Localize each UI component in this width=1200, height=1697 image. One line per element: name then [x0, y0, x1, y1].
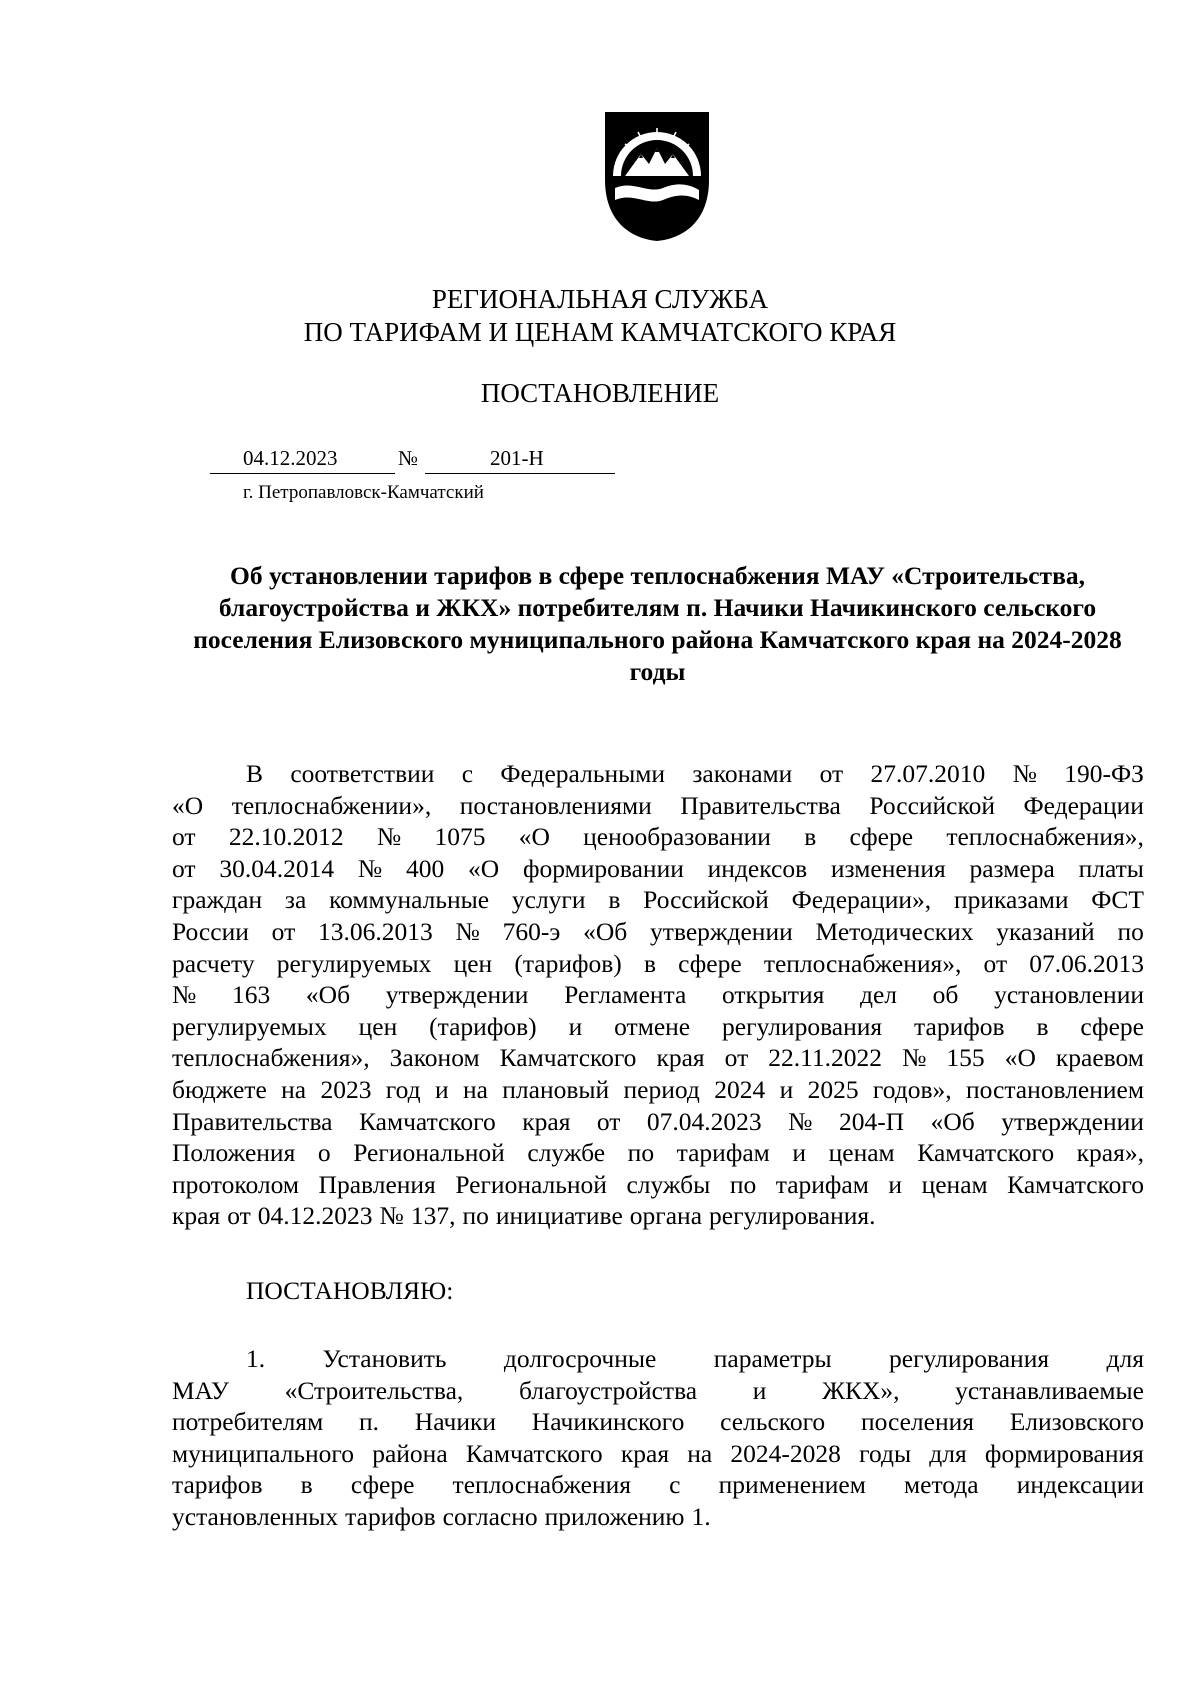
document-date: 04.12.2023	[243, 446, 338, 470]
text-line: граждан за коммунальные услуги в Российской Федерации», приказами ФСТ	[172, 885, 1144, 915]
text-line: Правительства Камчатского края от 07.04.2023 № 204-П «Об утверждении	[172, 1106, 1144, 1136]
preamble-paragraph	[172, 758, 1144, 1232]
org-name-line1: РЕГИОНАЛЬНАЯ СЛУЖБА	[431, 284, 769, 314]
text-line: регулируемых цен (тарифов) и отмене регулирования тарифов в сфере	[172, 1011, 1144, 1041]
text-line: муниципального района Камчатского края на 2024-2028 годы для формирования	[172, 1438, 1144, 1468]
date-number-line	[210, 446, 615, 474]
decree-word: ПОСТАНОВЛЯЮ:	[246, 1276, 454, 1305]
text-line: МАУ «Строительства, благоустройства и ЖКХ», устанавливаемые	[172, 1375, 1144, 1405]
text-line: расчету регулируемых цен (тарифов) в сфере теплоснабжения», от 07.06.2013	[172, 948, 1144, 978]
org-name-line2: ПО ТАРИФАМ И ЦЕНАМ КАМЧАТСКОГО КРАЯ	[303, 317, 897, 347]
number-sign: №	[398, 446, 419, 470]
document-title: Об установлении тарифов в сфере теплоснабжения МАУ «Строительства, благоустройства и ЖКХ» потребителям п. Начики Начикинского сельского поселения Елизовского муниципального района Камчатского края на 2024-2028 годы	[193, 561, 1122, 686]
text-line: бюджете на 2023 год и на плановый период 2024 и 2025 годов», постановлением	[172, 1074, 1144, 1104]
clause-1-paragraph	[172, 1343, 1144, 1533]
document-number: 201-Н	[490, 446, 544, 470]
kamchatka-coat-of-arms-icon	[603, 110, 711, 242]
text-line: потребителям п. Начики Начикинского сельского поселения Елизовского	[172, 1407, 1144, 1437]
text-line: от 30.04.2014 № 400 «О формировании индексов изменения размера платы	[172, 853, 1144, 883]
text-line: № 163 «Об утверждении Регламента открытия дел об установлении	[172, 980, 1144, 1010]
text-line: края от 04.12.2023 № 137, по инициативе органа регулирования.	[172, 1201, 876, 1231]
text-line: 1. Установить долгосрочные параметры регулирования для	[246, 1344, 1144, 1373]
city: г. Петропавловск-Камчатский	[243, 482, 484, 503]
text-line: от 22.10.2012 № 1075 «О ценообразовании в сфере теплоснабжения»,	[172, 822, 1144, 852]
text-line: установленных тарифов согласно приложению 1.	[172, 1501, 711, 1531]
text-line: Положения о Региональной службе по тарифам и ценам Камчатского края»,	[172, 1138, 1144, 1168]
text-line: теплоснабжения», Законом Камчатского края от 22.11.2022 № 155 «О краевом	[172, 1043, 1144, 1073]
text-line: протоколом Правления Региональной службы по тарифам и ценам Камчатского	[172, 1169, 1144, 1199]
number-underline	[425, 473, 615, 474]
text-line: тарифов в сфере теплоснабжения с применением метода индексации	[172, 1470, 1144, 1500]
text-line: «О теплоснабжении», постановлениями Правительства Российской Федерации	[172, 790, 1144, 820]
text-line: В соответствии с Федеральными законами от 27.07.2010 № 190-ФЗ	[246, 759, 1144, 788]
date-underline	[210, 473, 395, 474]
text-line: России от 13.06.2013 № 760-э «Об утверждении Методических указаний по	[172, 916, 1144, 946]
document-type: ПОСТАНОВЛЕНИЕ	[480, 378, 720, 408]
